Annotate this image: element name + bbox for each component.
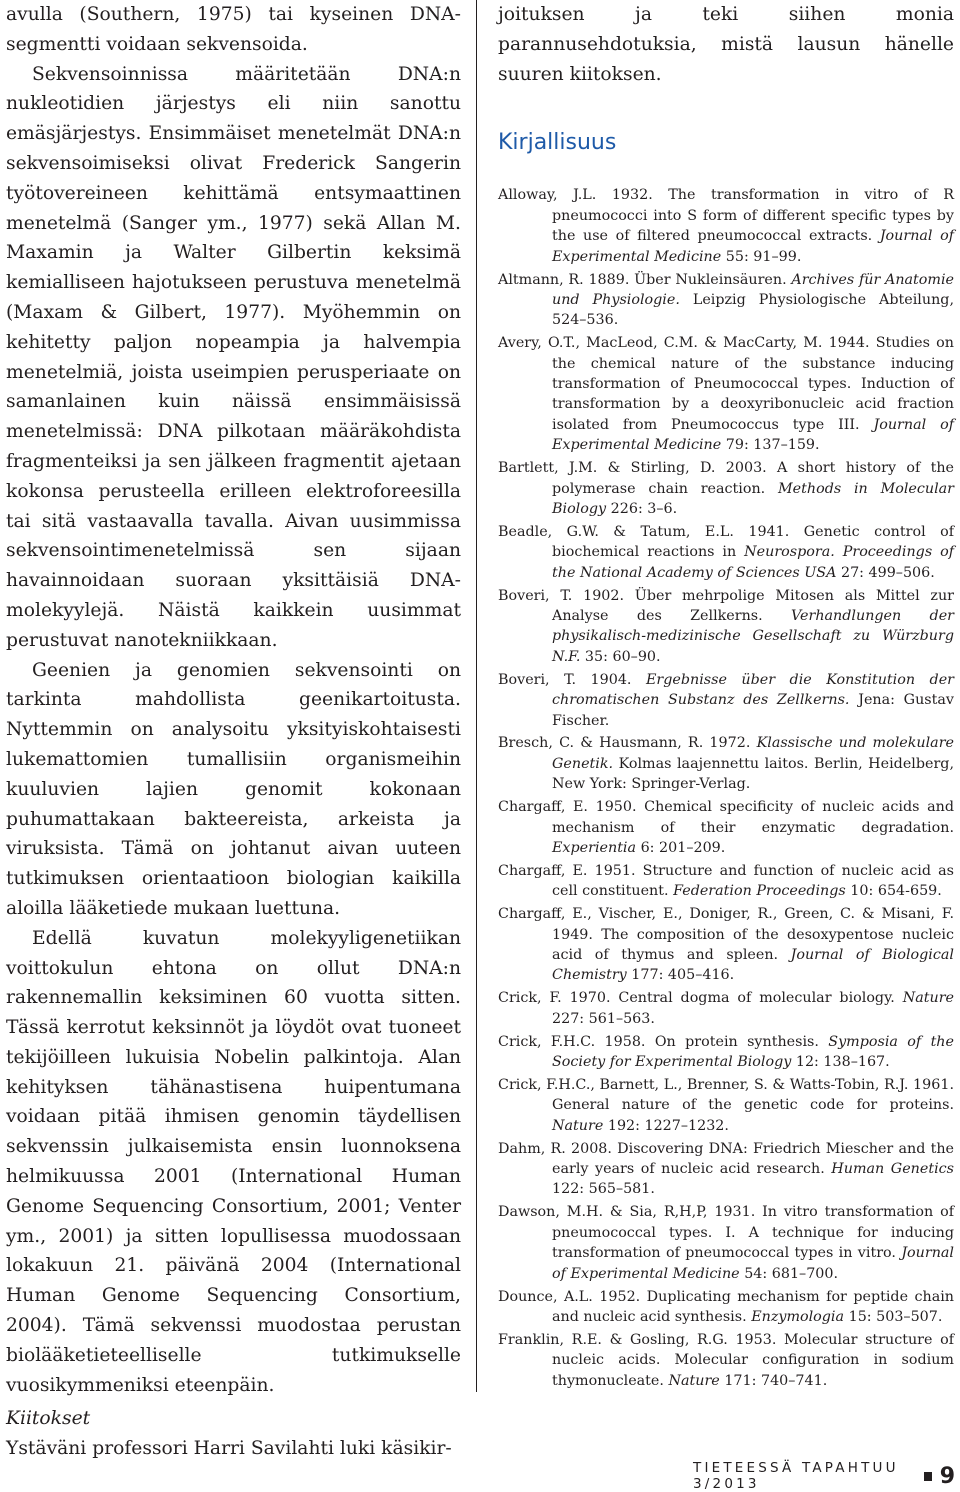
- reference-text: 122: 565–581.: [552, 1181, 655, 1198]
- reference-text: Bresch, C. & Hausmann, R. 1972.: [498, 735, 757, 752]
- reference-text: Boveri, T. 1902. Über mehrpolige Mitosen als Mittel zur Analyse des Zellkerns.: [498, 587, 954, 625]
- reference-text: 10: 654-659.: [845, 883, 942, 900]
- reference-text: Chargaff, E. 1951. Structure and function of nucleic acid as cell constituent.: [498, 862, 954, 900]
- page-footer: [693, 1460, 955, 1492]
- reference-list: [498, 185, 954, 1391]
- reference-text: Dawson, M.H. & Sia, R,H,P, 1931. In vitro transformation of pneumococcal types. I. A technique for inducing transformation of pneumococcal types in vitro.: [498, 1204, 954, 1262]
- reference-item: [498, 586, 954, 668]
- reference-text: Chargaff, E. 1950. Chemical specificity of nucleic acids and mechanism of their enzymatic degradation.: [498, 799, 954, 836]
- body-paragraph: Geenien ja genomien sekvensointi on tarkinta mahdollista geenikartoitusta. Nyttemmin on analysoitu yksityiskohtaisesti lukemattomien tumallisiin organismeihin kuuluvien lajien genomit kokonaan puhumattakaan bakteereista, arkeista ja viruksista. Tämä on johtanut aivan uuteen tutkimuksen orientaatioon biologian kaikilla aloilla lääketiede mukaan luettuna.: [6, 659, 461, 919]
- reference-text: 6: 201–209.: [636, 839, 726, 856]
- reference-text: Avery, O.T., MacLeod, C.M. & MacCarty, M. 1944. Studies on the chemical nature of the substance inducing transformation of Pneumococcal types. Induction of transformation by a deoxyribonucleic acid fraction isolated from Pneumococcus type III.: [498, 335, 954, 433]
- reference-source: Journal of Experimental Medicine: [552, 416, 954, 454]
- reference-text: Dounce, A.L. 1952. Duplicating mechanism for peptide chain and nucleic acid synthesis.: [498, 1288, 954, 1325]
- reference-text: 27: 499–506.: [836, 564, 935, 581]
- references-heading: Kirjallisuus: [498, 130, 617, 156]
- reference-item: [498, 1032, 954, 1073]
- reference-item: [498, 1287, 954, 1328]
- reference-source: Nature: [552, 1117, 604, 1134]
- reference-text: 55: 91–99.: [721, 248, 802, 265]
- left-column: [6, 0, 461, 1464]
- reference-text: 226: 3–6.: [606, 500, 678, 517]
- reference-item: [498, 1330, 954, 1391]
- reference-item: [498, 904, 954, 986]
- reference-item: [498, 733, 954, 794]
- reference-text: 79: 137–159.: [721, 437, 820, 454]
- reference-text: 177: 405–416.: [626, 967, 735, 984]
- reference-text: Franklin, R.E. & Gosling, R.G. 1953. Molecular structure of nucleic acids. Molecular configuration in sodium thymonucleate.: [498, 1331, 954, 1389]
- magazine-name: TIETEESSÄ TAPAHTUU 3/2013: [693, 1460, 899, 1492]
- reference-text: Crick, F. 1970. Central dogma of molecular biology.: [498, 990, 903, 1007]
- reference-text: Kolmas laajennettu laitos. Berlin, Heidelberg, New York: Springer-Verlag.: [552, 755, 954, 793]
- reference-text: Jena: Gustav Fischer.: [552, 692, 954, 729]
- reference-source: Enzymologia: [751, 1308, 845, 1325]
- reference-source: Ergebnisse über die Konstitution der chromatischen Substanz des Zellkerns.: [552, 671, 954, 709]
- reference-text: 171: 740–741.: [719, 1372, 828, 1389]
- reference-text: Boveri, T. 1904.: [498, 671, 646, 688]
- thanks-heading: Kiitokset: [6, 1408, 91, 1430]
- reference-text: Crick, F.H.C. 1958. On protein synthesis.: [498, 1033, 829, 1050]
- reference-text: Leipzig Physiologische Abteilung, 524–536.: [552, 291, 954, 329]
- reference-source: Human Genetics: [831, 1161, 954, 1178]
- reference-source: Journal of Experimental Medicine: [552, 1245, 954, 1282]
- reference-item: [498, 333, 954, 455]
- reference-item: [498, 1202, 954, 1284]
- reference-source: Neurospora. Proceedings of the National Academy of Sciences USA: [552, 544, 954, 581]
- reference-source: Journal of Biological Chemistry: [552, 947, 954, 984]
- body-paragraph: Edellä kuvatun molekyyligenetiikan voittokulun ehtona on ollut DNA:n rakennemallin keksiminen 60 vuotta sitten. Tässä kerrotut keksinnöt ja löydöt ovat tuoneet tekijöilleen lukuisia Nobelin palkintoja. Alan kehityksen tähänastisena huipentumana voidaan pitää ihmisen genomin täydellisen sekvenssin julkaisemista ensin luonnoksena helmikuussa 2001 (International Human Genome Sequencing Consortium, 2001; Venter ym., 2001) ja sitten lopullisessa muodossaan lokakuun 21. päivänä 2004 (International Human Genome Sequencing Consortium, 2004). Tämä sekvenssi muodostaa perustan biolääketieteelliselle tutkimukselle vuosikymmeniksi eteenpäin.: [6, 927, 461, 1396]
- reference-item: [498, 1075, 954, 1136]
- reference-source: Nature: [902, 990, 954, 1007]
- column-divider: [476, 0, 477, 1392]
- reference-source: Journal of Experimental Medicine: [552, 228, 954, 265]
- reference-source: Experientia: [552, 839, 637, 856]
- reference-text: 54: 681–700.: [739, 1265, 839, 1282]
- right-column: [498, 0, 954, 1394]
- reference-source: Nature: [668, 1372, 720, 1389]
- thanks-continuation: joituksen ja teki siihen monia parannusehdotuksia, mistä lausun hänelle suuren kiitoksen.: [498, 4, 954, 85]
- reference-source: Archives für Anatomie und Physiologie.: [552, 271, 955, 308]
- reference-text: Crick, F.H.C., Barnett, L., Brenner, S. & Watts-Tobin, R.J. 1961. General nature of the genetic code for proteins.: [498, 1076, 954, 1114]
- body-paragraph: Sekvensoinnissa määritetään DNA:n nukleotidien järjestys eli niin sanottu emäsjärjestys. Ensimmäiset menetelmät DNA:n sekvensoimiseksi olivat Frederick Sangerin työtovereineen kehittämä entsymaattinen menetelmä (Sanger ym., 1977) sekä Allan M. Maxamin ja Walter Gilbertin keksimä kemialliseen hajotukseen perustuva menetelmä (Maxam & Gilbert, 1977). Myöhemmin on kehitetty paljon nopeampia ja halvempia menetelmiä, joista useimpien perusperiaate on samanlainen kuin näissä ensimmäisissä menetelmissä: DNA pilkotaan määräkohdista fragmenteiksi ja sen jälkeen fragmentit ajetaan kokonsa perusteella erilleen elektroforeesilla tai sitä vastaavalla tavalla. Aivan uusimmissa sekvensointimenetelmissä sen sijaan havainnoidaan suoraan yksittäisiä DNA-molekyylejä. Näistä kaikkein uusimmat perustuvat nanotekniikkaan.: [6, 63, 461, 651]
- reference-text: Bartlett, J.M. & Stirling, D. 2003. A short history of the polymerase chain reaction.: [498, 460, 954, 497]
- reference-source: Federation Proceedings: [673, 883, 846, 900]
- reference-item: [498, 185, 954, 267]
- reference-item: [498, 797, 954, 858]
- reference-item: [498, 270, 954, 331]
- reference-text: 35: 60–90.: [580, 648, 661, 665]
- reference-text: Alloway, J.L. 1932. The transformation in vitro of R pneumococci into S form of different specific types by the use of filtered pneumococcal extracts.: [498, 187, 954, 245]
- reference-item: [498, 861, 954, 902]
- reference-text: Dahm, R. 2008. Discovering DNA: Friedrich Miescher and the early years of nucleic acid research.: [498, 1140, 954, 1178]
- reference-source: Symposia of the Society for Experimental Biology: [552, 1033, 954, 1071]
- reference-source: Methods in Molecular Biology: [552, 480, 954, 517]
- reference-item: [498, 1139, 954, 1200]
- reference-text: Chargaff, E., Vischer, E., Doniger, R., Green, C. & Misani, F. 1949. The composition of the desoxypentose nucleic acid of thymus and spleen.: [498, 906, 954, 964]
- reference-item: [498, 670, 954, 731]
- reference-text: 192: 1227–1232.: [603, 1117, 729, 1134]
- page-number: 9: [939, 1463, 955, 1489]
- reference-source: Klassische und molekulare Genetik.: [552, 735, 955, 772]
- reference-text: 12: 138–167.: [791, 1054, 890, 1071]
- reference-source: Verhandlungen der physikalisch-medizinische Gesellschaft zu Würzburg N.F.: [552, 608, 954, 665]
- reference-item: [498, 522, 954, 583]
- square-bullet-icon: [924, 1472, 931, 1481]
- reference-text: 15: 503–507.: [844, 1308, 943, 1325]
- reference-text: Altmann, R. 1889. Über Nukleinsäuren.: [498, 271, 792, 288]
- body-paragraph: avulla (Southern, 1975) tai kyseinen DNA-segmentti voidaan sekvensoida.: [6, 4, 461, 55]
- reference-item: [498, 458, 954, 519]
- reference-item: [498, 988, 954, 1029]
- thanks-text: Ystäväni professori Harri Savilahti luki käsikir-: [6, 1438, 452, 1460]
- reference-text: 227: 561–563.: [552, 1010, 655, 1027]
- reference-text: Beadle, G.W. & Tatum, E.L. 1941. Genetic control of biochemical reactions in: [498, 523, 954, 561]
